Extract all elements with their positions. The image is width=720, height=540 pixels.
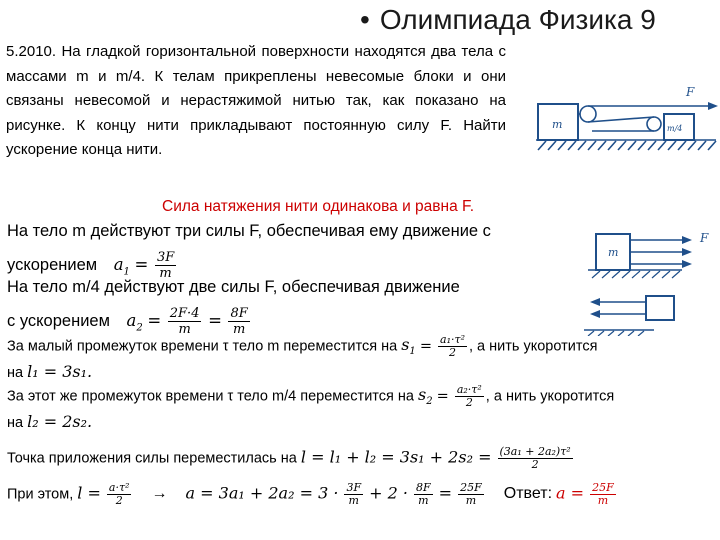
label-m4: m/4 <box>667 124 683 133</box>
a1-fraction: $\frac{3F}{m}$ <box>156 250 175 281</box>
a2-fraction-1: $\frac{2F\cdot 4}{m}$ <box>169 306 200 337</box>
a2-fraction-2: $\frac{8F}{m}$ <box>230 306 248 337</box>
a1-symbol: $a_1$ <box>113 254 130 278</box>
pulley-m <box>580 106 596 122</box>
title-text: Олимпиада Физика 9 <box>379 4 656 35</box>
label-with-acceleration: с ускорением <box>7 311 110 330</box>
solution-line-10: При этом, l = $\frac{\text{a·τ²}}{2}$ → a = 3a₁ + 2a₂ = 3 · $\frac{3F}{m}$ + 2 · $\frac{8F}{m}$ = $\frac{25F}{m}$ Ответ: a = $\frac{25F}{m}$ <box>7 481 614 507</box>
problem-statement: 5.2010. На гладкой горизонтальной поверхности находятся два тела с массами m и m/4. К телам прикреплены невесомые блоки и они связаны невесомой и нерастяжимой нитью так, как показано на рисунке. К концу нити прикладывают постоянную силу F. Найти ускорение конца нити. <box>6 43 506 158</box>
label-m-forces: m <box>608 246 619 259</box>
s2-fraction: $\frac{\text{a₂·τ²}}{2}$ <box>456 383 482 409</box>
answer-label: Ответ: <box>503 485 553 503</box>
s1-fraction: $\frac{\text{a₁·τ²}}{2}$ <box>440 333 465 359</box>
answer-a: a = <box>556 483 585 503</box>
forces-diagram <box>578 226 720 336</box>
solution-line-2: ускорением $a_1$ = $\frac{3F}{m}$ <box>7 250 175 281</box>
s1-symbol: $s_1$ <box>401 335 416 358</box>
solution-line-8: на l₂ = 2s₂. <box>7 412 93 431</box>
implies-arrow: → <box>151 485 168 503</box>
frac-3F: $\frac{3F}{m}$ <box>346 481 362 507</box>
solution-line-1: На тело m действуют три силы F, обеспечивая ему движение с <box>7 222 491 240</box>
intro-line: Сила натяжения нити одинакова и равна F. <box>162 198 475 215</box>
slide-title <box>360 4 656 36</box>
l-fraction: $\frac{\text{(3a₁ + 2a₂)τ²}}{2}$ <box>499 445 571 471</box>
l-def-fraction: $\frac{\text{a·τ²}}{2}$ <box>108 481 130 507</box>
pulley-m4 <box>647 117 661 131</box>
label-F-forces: F <box>700 231 709 245</box>
force-arrow-head <box>708 102 718 110</box>
label-acceleration: ускорением <box>7 255 98 274</box>
a2-symbol: $a_2$ <box>126 310 143 334</box>
solution-line-7: За этот же промежуток времени τ тело m/4 переместится на $s_2$ = $\frac{\text{a₂·τ²}}{2}$ , а нить укоротится <box>7 383 615 409</box>
frac-25F: $\frac{25F}{m}$ <box>460 481 482 507</box>
solution-line-9: Точка приложения силы переместилась на l = l₁ + l₂ = 3s₁ + 2s₂ = $\frac{\text{(3a₁ + 2a₂)τ²}}{2}$ <box>7 445 571 471</box>
s2-symbol: $s_2$ <box>418 385 433 408</box>
solution-line-4: с ускорением $a_2$ = $\frac{2F\cdot 4}{m}$ = $\frac{8F}{m}$ <box>7 306 248 337</box>
label-m: m <box>552 118 563 131</box>
body-m4-forces <box>646 296 674 320</box>
setup-diagram <box>532 74 720 154</box>
solution-line-6: на l₁ = 3s₁. <box>7 362 93 381</box>
label-F-top: F <box>686 85 695 99</box>
ground-hatch <box>538 141 716 150</box>
solution-line-5: За малый промежуток времени τ тело m переместится на $s_1$ = $\frac{\text{a₁·τ²}}{2}$ , а нить укоротится <box>7 333 598 359</box>
answer-fraction: $\frac{25F}{m}$ <box>592 481 614 507</box>
frac-8F: $\frac{8F}{m}$ <box>416 481 431 507</box>
solution-line-3: На тело m/4 действуют две силы F, обеспечивая движение <box>7 278 460 296</box>
title-bullet: • <box>360 4 370 35</box>
